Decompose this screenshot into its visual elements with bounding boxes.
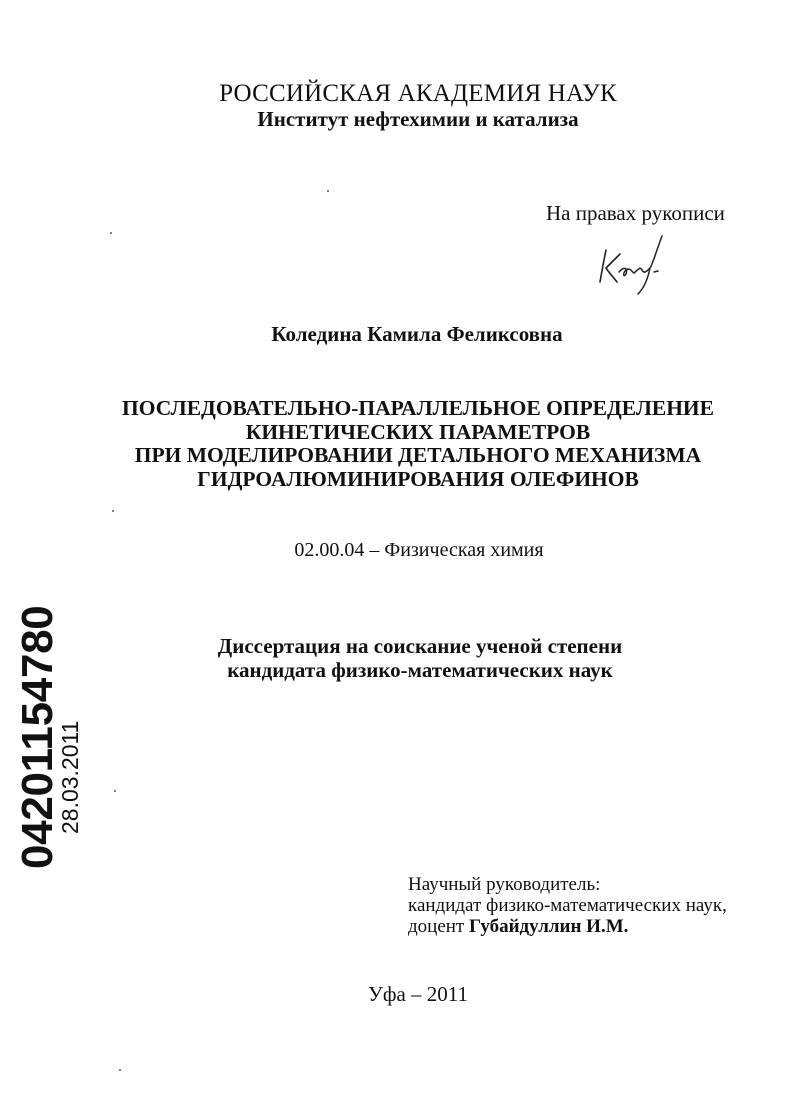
scientific-advisor xyxy=(408,874,727,937)
scan-speck xyxy=(119,1069,121,1071)
library-stamp-date: 28.03.2011 xyxy=(57,720,83,834)
scan-speck xyxy=(327,190,329,192)
institute-name: Институт нефтехимии и катализа xyxy=(257,107,579,131)
degree-line: кандидата физико-математических наук xyxy=(227,658,613,682)
title-line: КИНЕТИЧЕСКИХ ПАРАМЕТРОВ xyxy=(245,419,591,444)
advisor-position: доцент xyxy=(408,916,465,937)
city-year: Уфа – 2011 xyxy=(367,982,469,1006)
academy-name: РОССИЙСКАЯ АКАДЕМИЯ НАУК xyxy=(219,80,617,107)
title-line: ПОСЛЕДОВАТЕЛЬНО-ПАРАЛЛЕЛЬНОЕ ОПРЕДЕЛЕНИЕ xyxy=(121,396,714,420)
author-name: Коледина Камила Феликсовна xyxy=(271,322,563,346)
advisor-label: Научный руководитель: xyxy=(408,874,601,895)
rights-notice: На правах рукописи xyxy=(546,201,725,225)
library-stamp-number: 04201154780 xyxy=(13,605,62,869)
advisor-position-line xyxy=(408,916,727,937)
scan-speck xyxy=(114,790,116,792)
dissertation-title xyxy=(0,397,792,491)
title-line: ПРИ МОДЕЛИРОВАНИИ ДЕТАЛЬНОГО МЕХАНИЗМА xyxy=(134,443,702,467)
specialty-code: 02.00.04 – Физическая химия xyxy=(294,539,544,561)
scan-speck xyxy=(110,232,112,234)
signature-icon xyxy=(592,232,676,296)
degree-statement xyxy=(0,634,792,682)
title-line: ГИДРОАЛЮМИНИРОВАНИЯ ОЛЕФИНОВ xyxy=(197,466,639,491)
advisor-degree: кандидат физико-математических наук, xyxy=(408,895,727,916)
scan-speck xyxy=(112,510,114,512)
advisor-name: Губайдуллин И.М. xyxy=(469,916,629,937)
degree-line: Диссертация на соискание ученой степени xyxy=(217,634,623,658)
